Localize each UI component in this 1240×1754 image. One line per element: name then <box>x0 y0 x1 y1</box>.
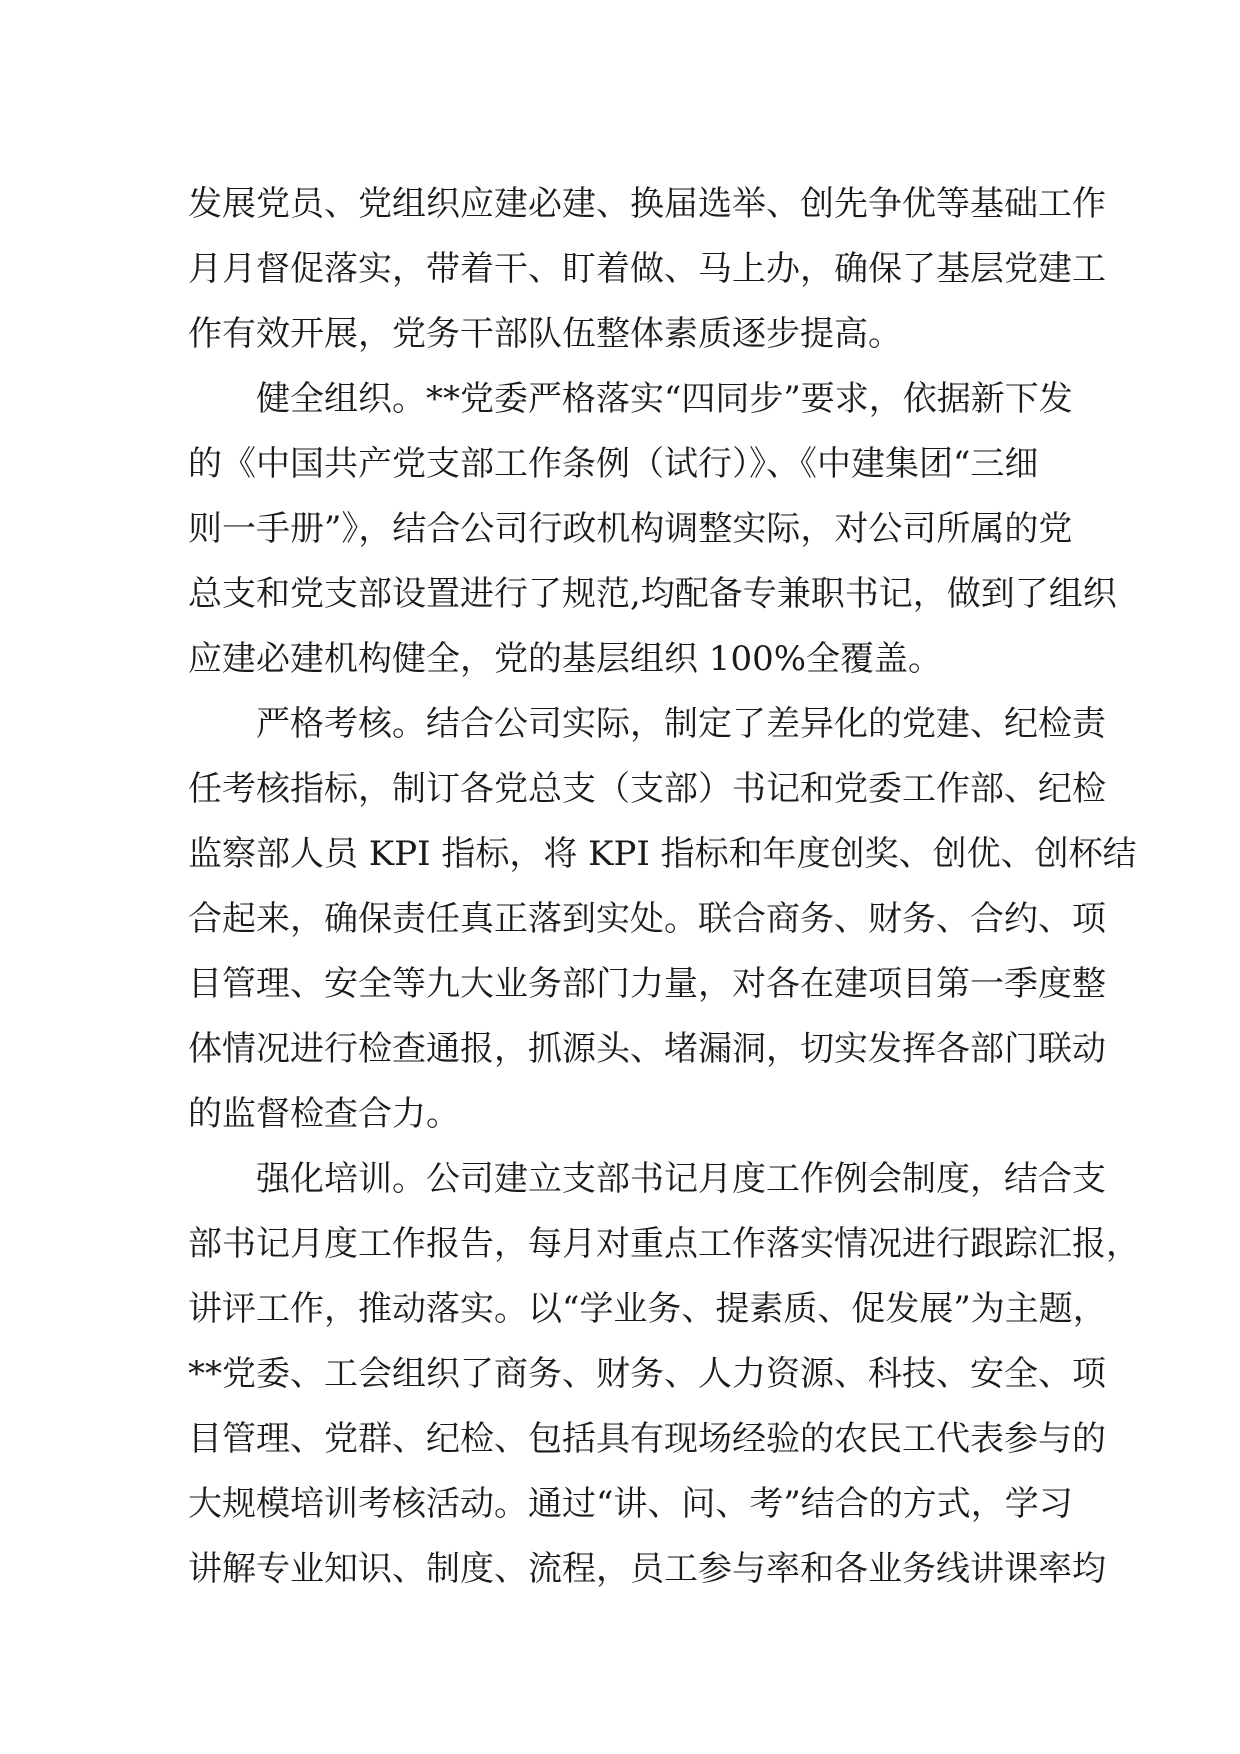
text-line: 应建必建机构健全，党的基层组织 100%全覆盖。 <box>188 639 943 679</box>
paragraph-start-line: 强化培训。公司建立支部书记月度工作例会制度，结合支 <box>256 1159 1106 1199</box>
text-line: 任考核指标，制订各党总支（支部）书记和党委工作部、纪检 <box>188 769 1106 809</box>
paragraph-start-line: 健全组织。**党委严格落实“四同步”要求，依据新下发 <box>256 379 1073 419</box>
text-line: 的《中国共产党支部工作条例（试行）》、《中建集团“三细 <box>188 444 1039 484</box>
text-line: 讲评工作，推动落实。以“学业务、提素质、促发展”为主题， <box>188 1289 1107 1329</box>
text-line: 目管理、党群、纪检、包括具有现场经验的农民工代表参与的 <box>188 1419 1106 1459</box>
text-line: 目管理、安全等九大业务部门力量，对各在建项目第一季度整 <box>188 964 1106 1004</box>
text-line: 发展党员、党组织应建必建、换届选举、创先争优等基础工作 <box>188 184 1106 224</box>
paragraph-start-line: 严格考核。结合公司实际，制定了差异化的党建、纪检责 <box>256 704 1106 744</box>
text-line: 合起来，确保责任真正落到实处。联合商务、财务、合约、项 <box>188 899 1106 939</box>
body-text <box>188 172 1140 1602</box>
text-line: 体情况进行检查通报，抓源头、堵漏洞，切实发挥各部门联动 <box>188 1029 1106 1069</box>
text-line: 监察部人员 KPI 指标，将 KPI 指标和年度创奖、创优、创杯结 <box>188 834 1137 874</box>
text-line: 则一手册”》，结合公司行政机构调整实际，对公司所属的党 <box>188 509 1073 549</box>
text-line: 部书记月度工作报告，每月对重点工作落实情况进行跟踪汇报， <box>188 1224 1140 1264</box>
text-line: 月月督促落实，带着干、盯着做、马上办，确保了基层党建工 <box>188 249 1106 289</box>
text-line: 的监督检查合力。 <box>188 1094 460 1134</box>
text-line: 讲解专业知识、制度、流程，员工参与率和各业务线讲课率均 <box>188 1549 1106 1589</box>
text-line: 作有效开展，党务干部队伍整体素质逐步提高。 <box>188 314 902 354</box>
text-line: **党委、工会组织了商务、财务、人力资源、科技、安全、项 <box>188 1354 1106 1394</box>
text-line: 总支和党支部设置进行了规范,均配备专兼职书记，做到了组织 <box>188 574 1117 614</box>
text-line: 大规模培训考核活动。通过“讲、问、考”结合的方式，学习 <box>188 1484 1073 1524</box>
